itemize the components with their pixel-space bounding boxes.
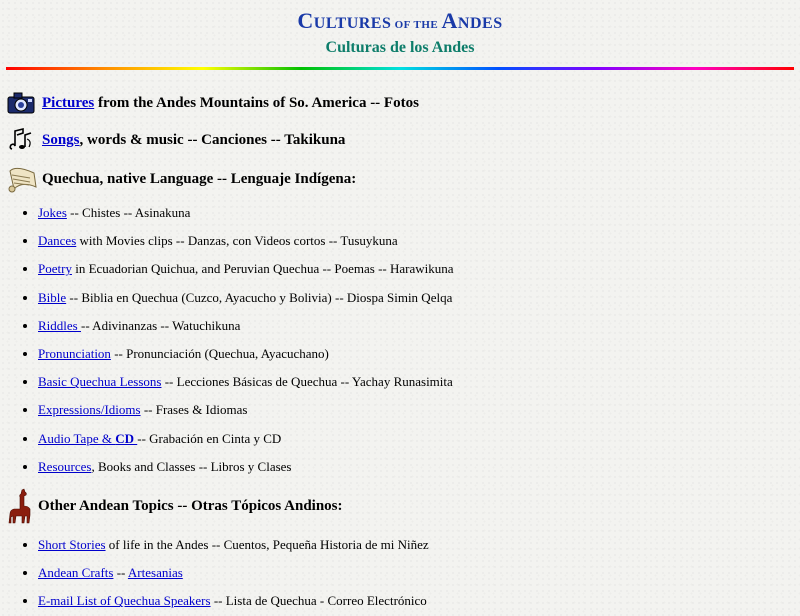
cd-label: CD bbox=[115, 430, 138, 446]
songs-link[interactable]: Songs bbox=[42, 131, 80, 148]
songs-row bbox=[6, 125, 345, 155]
poetry-description: in Ecuadorian Quichua, and Peruvian Quechua -- Poemas -- Harawikuna bbox=[71, 261, 454, 277]
riddles-link[interactable]: Riddles bbox=[38, 317, 81, 333]
quechua-heading: Quechua, native Language -- Lenguaje Indígena: bbox=[42, 170, 357, 187]
andean-crafts-link[interactable]: Andean Crafts bbox=[38, 565, 114, 581]
list-item bbox=[38, 531, 429, 559]
list-item bbox=[38, 199, 454, 227]
quechua-heading-row bbox=[6, 163, 356, 195]
expressions-description: -- Frases & Idiomas bbox=[140, 402, 248, 418]
title-word-andes: NDES bbox=[457, 15, 503, 32]
basic-lessons-description: -- Lecciones Básicas de Quechua -- Yachay Runasimita bbox=[161, 374, 453, 390]
list-item bbox=[38, 587, 429, 615]
list-item bbox=[38, 312, 454, 340]
other-heading: Other Andean Topics -- Otras Tópicos Andinos: bbox=[38, 497, 343, 514]
pronunciation-description: -- Pronunciación (Quechua, Ayacuchano) bbox=[110, 345, 329, 361]
list-item bbox=[38, 284, 454, 312]
quechua-list bbox=[22, 199, 454, 481]
music-notes-icon bbox=[6, 125, 36, 155]
audio-tape-description: -- Grabación en Cinta y CD bbox=[137, 430, 282, 446]
short-stories-link[interactable]: Short Stories bbox=[38, 537, 106, 552]
riddles-description: -- Adivinanzas -- Watuchikuna bbox=[80, 317, 241, 333]
short-stories-description: of life in the Andes -- Cuentos, Pequeña Historia de mi Niñez bbox=[105, 537, 429, 552]
audio-tape-label: Audio Tape & bbox=[38, 430, 116, 446]
poetry-link[interactable]: Poetry bbox=[38, 261, 72, 277]
list-item bbox=[38, 368, 454, 396]
rainbow-divider bbox=[6, 67, 794, 70]
other-list bbox=[22, 531, 429, 616]
list-item bbox=[38, 425, 454, 453]
expressions-link[interactable]: Expressions/Idioms bbox=[38, 402, 141, 418]
pictures-link[interactable]: Pictures bbox=[42, 94, 95, 111]
resources-link[interactable]: Resources bbox=[38, 458, 92, 474]
page-header bbox=[0, 0, 800, 58]
list-item bbox=[38, 255, 454, 283]
title-word-of-the: OF THE bbox=[391, 19, 442, 31]
title-initial-c: C bbox=[297, 8, 314, 33]
scroll-icon bbox=[6, 163, 40, 195]
list-item bbox=[38, 453, 454, 481]
page-title bbox=[0, 8, 800, 38]
llama-icon bbox=[6, 488, 34, 524]
basic-lessons-link[interactable]: Basic Quechua Lessons bbox=[38, 374, 162, 390]
pictures-description: from the Andes Mountains of So. America -- Fotos bbox=[94, 94, 419, 111]
email-list-description: -- Lista de Quechua - Correo Electrónico bbox=[210, 593, 427, 609]
page-subtitle: Culturas de los Andes bbox=[325, 39, 475, 56]
dances-link[interactable]: Dances bbox=[38, 233, 77, 249]
list-item bbox=[38, 559, 429, 587]
dances-description: with Movies clips -- Danzas, con Videos cortos -- Tusuykuna bbox=[76, 233, 398, 249]
artesanias-link[interactable]: Artesanias bbox=[127, 565, 183, 581]
title-initial-a: A bbox=[441, 8, 458, 33]
email-list-link[interactable]: E-mail List of Quechua Speakers bbox=[38, 593, 211, 609]
title-word-cultures: ULTURES bbox=[313, 15, 392, 32]
crafts-separator: -- bbox=[113, 565, 128, 581]
list-item bbox=[38, 227, 454, 255]
jokes-link[interactable]: Jokes bbox=[38, 205, 67, 220]
jokes-description: -- Chistes -- Asinakuna bbox=[66, 205, 191, 220]
list-item bbox=[38, 396, 454, 424]
bible-link[interactable]: Bible bbox=[38, 289, 67, 305]
list-item bbox=[38, 340, 454, 368]
pronunciation-link[interactable]: Pronunciation bbox=[38, 345, 111, 361]
other-heading-row bbox=[6, 488, 343, 524]
songs-description: , words & music -- Canciones -- Takikuna bbox=[79, 131, 346, 148]
audio-tape-link[interactable] bbox=[38, 431, 137, 446]
pictures-row bbox=[6, 88, 419, 118]
bible-description: -- Biblia en Quechua (Cuzco, Ayacucho y Bolivia) -- Diospa Simin Qelqa bbox=[66, 289, 453, 305]
camera-icon bbox=[6, 88, 36, 118]
resources-description: , Books and Classes -- Libros y Clases bbox=[91, 458, 292, 474]
